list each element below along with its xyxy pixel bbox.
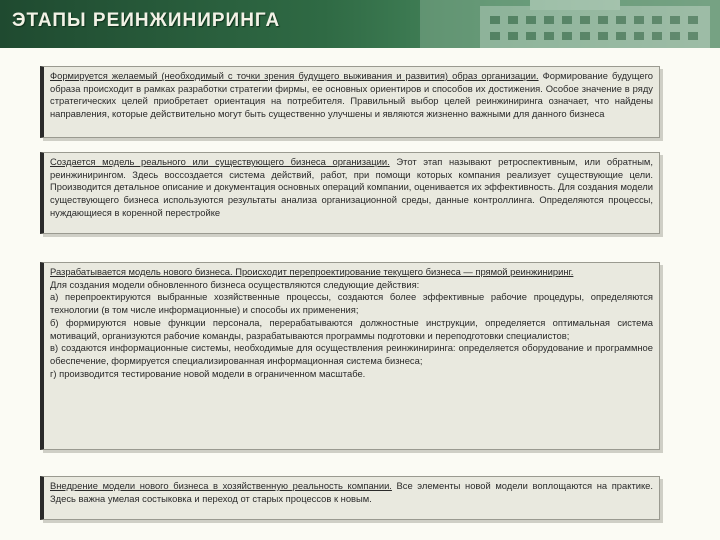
step-4-body: Все элементы новой модели воплощаются на практике. Здесь важна умелая состыковка и переход от старых процессов к новым. xyxy=(50,480,653,504)
step-2-text xyxy=(50,156,653,220)
step-1-box xyxy=(40,66,660,138)
page-title: ЭТАПЫ РЕИНЖИНИРИНГА xyxy=(12,10,281,31)
step-2-body: Этот этап называют ретроспективным, или обратным, реинжинирингом. Здесь воссоздается система действий, работ, при помощи которых компания реализует существующие цели. Производится детальное описание и документация основных операций компании, оценивается их эффективность. Для создания модели существующего бизнеса используются результаты анализа организационной среды, данные контроллинга. Определяются процессы, нуждающиеся в коренной перестройке xyxy=(50,156,653,218)
step-4-lead: Внедрение модели нового бизнеса в хозяйственную реальность компании. xyxy=(50,480,392,491)
step-1-body: Формирование будущего образа происходит в рамках разработки стратегии фирмы, ее основных ориентиров и способов их достижения. Особое значение в ряду стратегических целей приобретает ориентация на потребителя. Правильный выбор целей реинжиниринга означает, что найдены направления, которые действительно могут быть существенно улучшены и являются жизненно важными для данного бизнеса xyxy=(50,70,653,120)
step-3-text xyxy=(50,266,653,380)
step-3-item-a: а) перепроектируются выбранные хозяйственные процессы, создаются более эффективные рабочие процедуры, определяются технологии (в том числе информационные) и способы их применения; xyxy=(50,291,653,316)
step-3-item-b: б) формируются новые функции персонала, перерабатываются должностные инструкции, определяется оптимальная система мотиваций, организуются рабочие команды, разрабатываются программы подготовки и переподготовки специалистов; xyxy=(50,316,653,341)
step-2-box xyxy=(40,152,660,234)
step-2-lead: Создается модель реального или существующего бизнеса организации. xyxy=(50,156,390,167)
building-image xyxy=(420,0,720,48)
step-1-text xyxy=(50,70,653,121)
header-banner xyxy=(0,0,720,48)
step-4-box xyxy=(40,476,660,520)
step-1-lead: Формируется желаемый (необходимый с точки зрения будущего выживания и развития) образ организации. xyxy=(50,70,539,81)
step-3-item-c: в) создаются информационные системы, необходимые для осуществления реинжиниринга: определяется оборудование и программное обеспечение, формируется специализированная информационная система бизнеса; xyxy=(50,342,653,366)
step-3-item-d: г) производится тестирование новой модели в ограниченном масштабе. xyxy=(50,367,366,379)
step-3-lead: Разрабатывается модель нового бизнеса. Происходит перепроектирование текущего бизнеса — прямой реинжиниринг. xyxy=(50,266,574,277)
step-3-box xyxy=(40,262,660,450)
step-3-intro: Для создания модели обновленного бизнеса осуществляются следующие действия: xyxy=(50,278,420,290)
step-4-text xyxy=(50,480,653,505)
